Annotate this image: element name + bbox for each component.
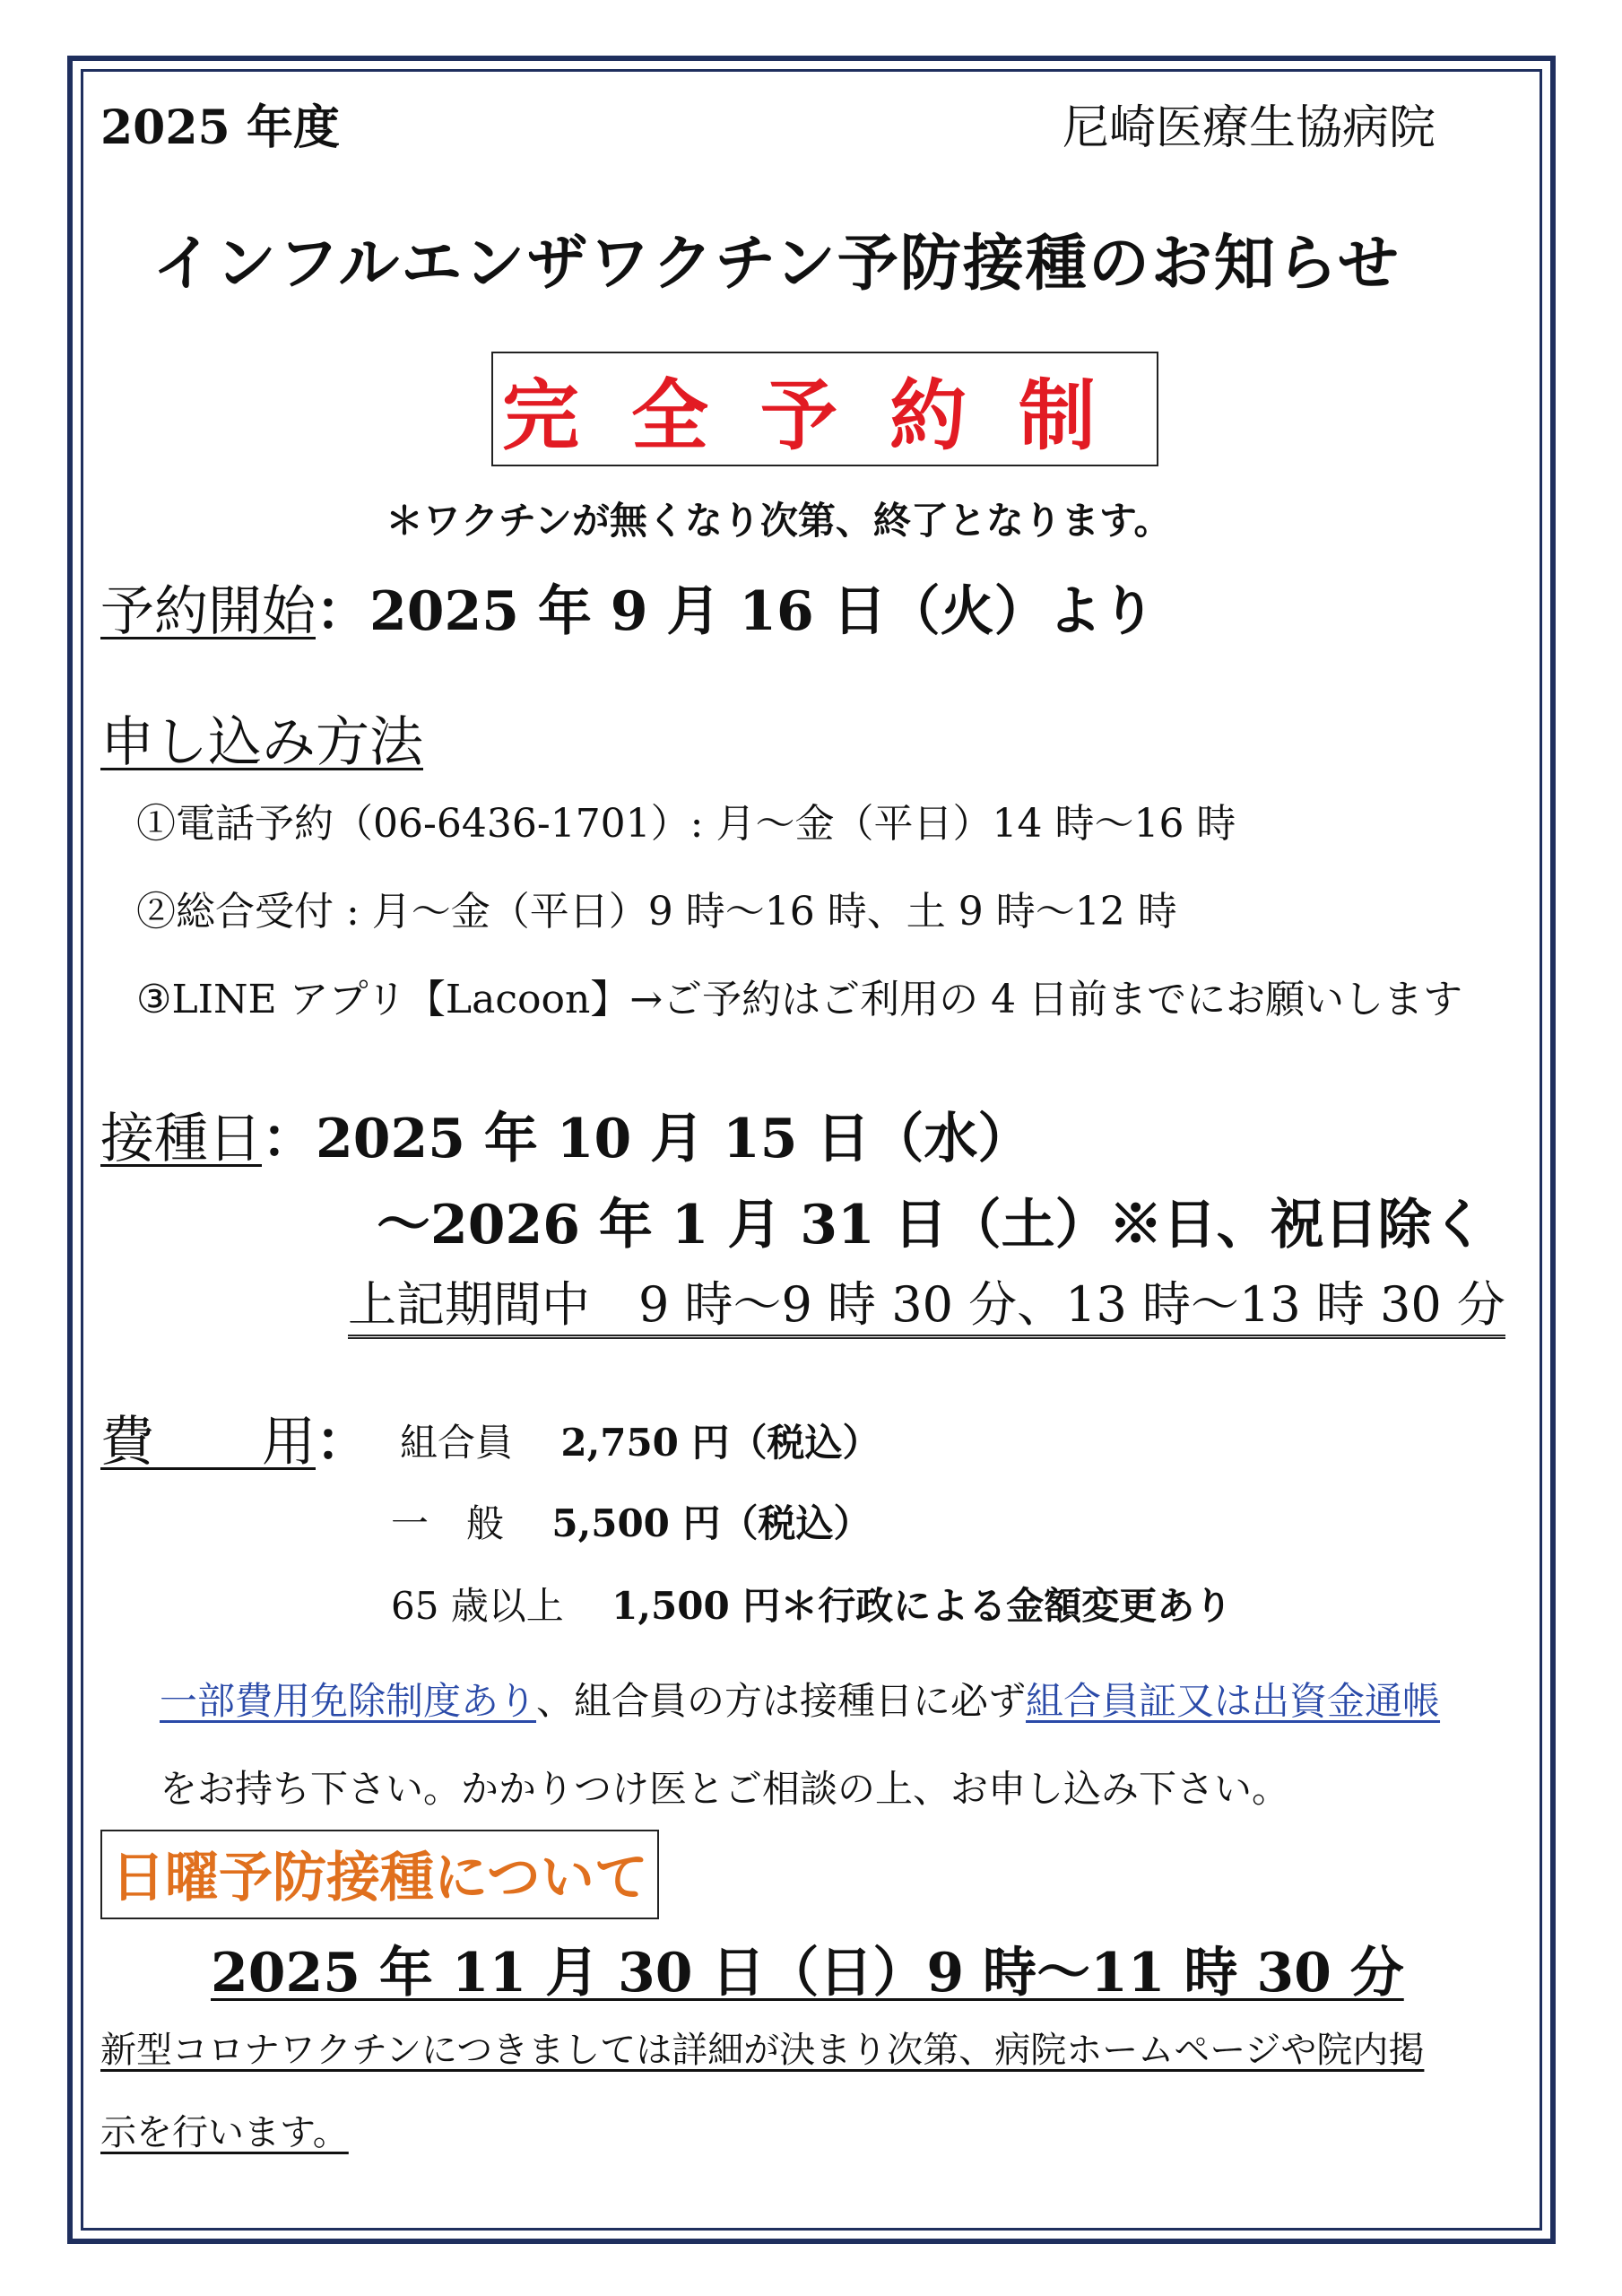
method-phone: ①電話予約（06-6436-1701）: 月～金（平日）14 時～16 時 xyxy=(136,801,1236,847)
vaccination-hours xyxy=(348,1266,1505,1335)
reservation-badge-text: 完全予約制 xyxy=(502,370,1148,461)
application-method-heading: 申し込み方法 xyxy=(100,711,423,774)
sunday-heading: 日曜予防接種について xyxy=(111,1847,648,1909)
method-reception: ②総合受付 : 月～金（平日）9 時～16 時、土 9 時～12 時 xyxy=(136,889,1177,935)
corona-notice-line1: 新型コロナワクチンにつきましては詳細が決まり次第、病院ホームページや院内掲 xyxy=(100,2030,1425,2071)
fee-row-senior xyxy=(391,1577,1232,1631)
fiscal-year: 2025 年度 xyxy=(100,100,340,155)
exemption-link[interactable]: 一部費用免除制度あり xyxy=(160,1679,537,1723)
page-title: インフルエンザワクチン予防接種のお知らせ xyxy=(152,228,1401,300)
sunday-date: 2025 年 11 月 30 日（日）9 時～11 時 30 分 xyxy=(211,1942,1404,2005)
vaccination-date-label: 接種日 xyxy=(100,1108,262,1170)
vaccination-date xyxy=(100,1096,1031,1173)
vaccine-availability-note: ＊ワクチンが無くなり次第、終了となります。 xyxy=(386,499,1172,543)
bring-documents-text: をお持ち下さい。かかりつけ医とご相談の上、お申し込み下さい。 xyxy=(160,1767,1290,1811)
fee-category: 65 歳以上 xyxy=(391,1584,564,1628)
fee-row-general xyxy=(391,1494,872,1548)
hospital-name: 尼崎医療生協病院 xyxy=(1063,101,1436,155)
exemption-line xyxy=(160,1672,1440,1726)
vaccination-date-start: ：2025 年 10 月 15 日（水） xyxy=(262,1108,1032,1170)
fees-label: 費 用 xyxy=(100,1411,316,1474)
fee-category: 組合員 xyxy=(400,1421,514,1465)
corona-notice-line2: 示を行います。 xyxy=(100,2112,349,2153)
member-card-link[interactable]: 組合員証又は出資金通帳 xyxy=(1026,1679,1441,1723)
method-line-app: ③LINE アプリ【Lacoon】→ご予約はご利用の 4 日前までにお願いします xyxy=(136,977,1463,1022)
reservation-badge xyxy=(491,352,1158,466)
vaccination-hours-text: 上記期間中 9 時～9 時 30 分、13 時～13 時 30 分 xyxy=(348,1276,1505,1339)
fee-price: 5,500 円（税込） xyxy=(551,1501,872,1545)
fee-price: 2,750 円（税込） xyxy=(560,1421,880,1465)
booking-start-label: 予約開始 xyxy=(100,580,316,643)
fee-row-member xyxy=(400,1413,880,1467)
fee-price: 1,500 円＊行政による金額変更あり xyxy=(612,1584,1233,1628)
exemption-text: 、組合員の方は接種日に必ず xyxy=(536,1679,1027,1723)
booking-start-value: ：2025 年 9 月 16 日（火）より xyxy=(316,580,1156,643)
fee-category: 一 般 xyxy=(391,1501,505,1545)
vaccination-date-end: ～2026 年 1 月 31 日（土）※日、祝日除く xyxy=(377,1194,1486,1257)
fees-heading xyxy=(100,1399,369,1476)
booking-start xyxy=(100,569,1156,646)
sunday-heading-box xyxy=(100,1830,659,1919)
fees-colon: ： xyxy=(316,1411,369,1474)
